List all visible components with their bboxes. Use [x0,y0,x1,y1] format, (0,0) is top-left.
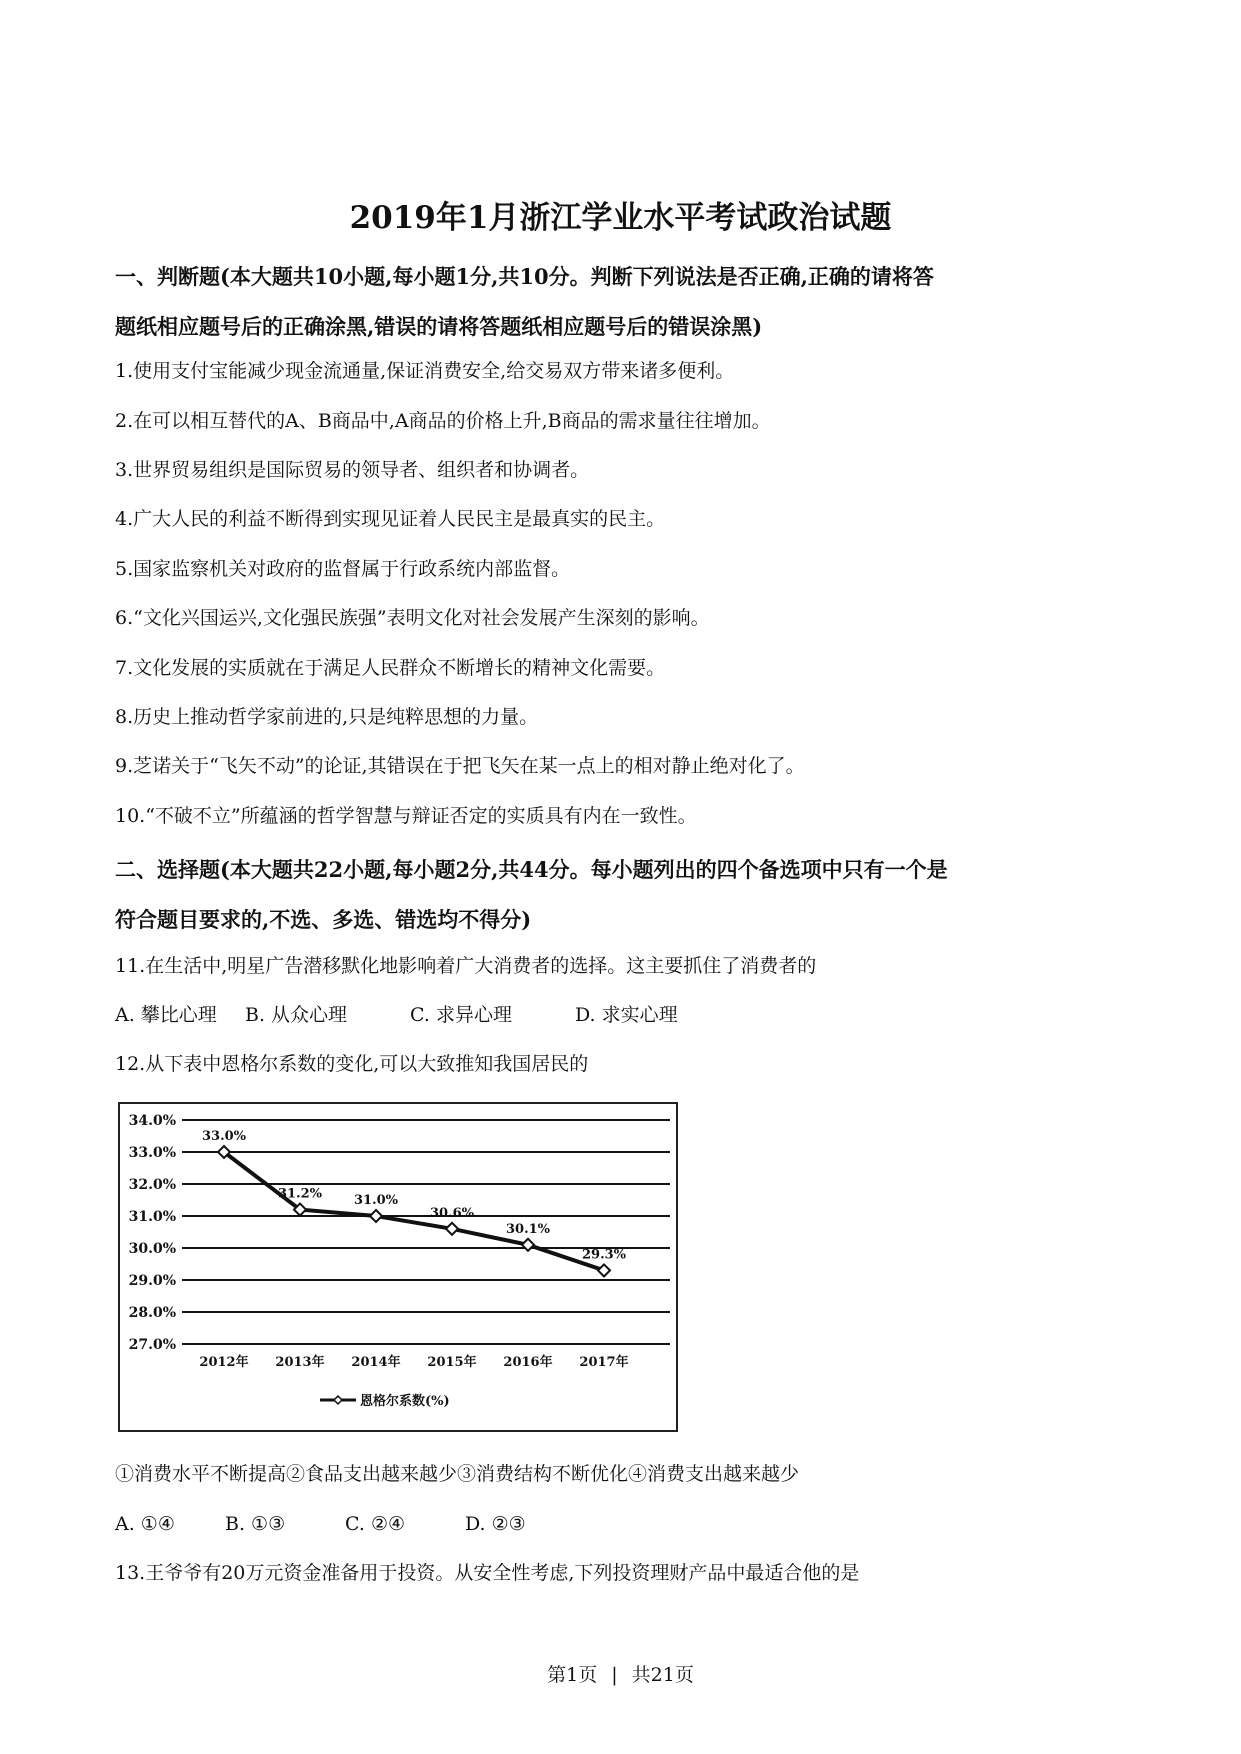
y-tick-label: 28.0% [128,1305,176,1321]
page-footer [0,1660,1241,1687]
footer-separator: | [611,1664,618,1686]
q11-option-b: B. 从众心理 [245,1004,348,1026]
judge-question-7: 7.文化发展的实质就在于满足人民群众不断增长的精神文化需要。 [115,657,666,679]
judge-question-2: 2.在可以相互替代的A、B商品中,A商品的价格上升,B商品的需求量往往增加。 [115,410,771,432]
question-11-options [115,1001,678,1029]
q11-option-a: A. 攀比心理 [115,1004,217,1026]
judge-question-5: 5.国家监察机关对政府的监督属于行政系统内部监督。 [115,558,571,580]
x-tick-label: 2016年 [503,1355,553,1370]
data-label: 30.1% [505,1221,551,1237]
x-tick-label: 2014年 [351,1355,401,1370]
y-tick-label: 30.0% [128,1241,176,1257]
data-label: 31.2% [277,1186,323,1202]
question-13-stem: 13.王爷爷有20万元资金准备用于投资。从安全性考虑,下列投资理财产品中最适合他的是 [115,1562,860,1584]
y-tick-label: 29.0% [128,1273,176,1289]
question-12-options [115,1510,526,1538]
section1-heading-line2: 题纸相应题号后的正确涂黑,错误的请将答题纸相应题号后的错误涂黑) [115,314,763,339]
q12-option-d: D. ②③ [465,1513,526,1535]
x-tick-label: 2013年 [275,1355,325,1370]
data-point-marker [598,1264,610,1276]
x-tick-label: 2017年 [579,1355,629,1370]
section2-heading-line2: 符合题目要求的,不选、多选、错选均不得分) [115,907,532,932]
x-tick-label: 2015年 [427,1355,477,1370]
footer-page-number: 第1页 [547,1664,598,1686]
judge-question-1: 1.使用支付宝能减少现金流通量,保证消费安全,给交易双方带来诸多便利。 [115,360,735,382]
data-label: 31.0% [353,1193,399,1208]
q12-option-a: A. ①④ [115,1513,175,1535]
chart-svg [120,1104,676,1430]
legend-marker [334,1396,342,1404]
q12-option-c: C. ②④ [345,1513,406,1535]
question-12-statements: ①消费水平不断提高②食品支出越来越少③消费结构不断优化④消费支出越来越少 [115,1463,800,1485]
x-tick-label: 2012年 [199,1355,249,1370]
data-label: 29.3% [581,1247,627,1263]
question-12-stem: 12.从下表中恩格尔系数的变化,可以大致推知我国居民的 [115,1053,589,1075]
question-11-stem: 11.在生活中,明星广告潜移默化地影响着广大消费者的选择。这主要抓住了消费者的 [115,955,817,977]
judge-question-8: 8.历史上推动哲学家前进的,只是纯粹思想的力量。 [115,706,539,728]
y-tick-label: 34.0% [128,1113,176,1129]
series-line [224,1152,604,1270]
judge-question-4: 4.广大人民的利益不断得到实现见证着人民民主是最真实的民主。 [115,508,666,530]
section1-heading-line1: 一、判断题(本大题共10小题,每小题1分,共10分。判断下列说法是否正确,正确的请将答 [115,264,934,289]
legend-label: 恩格尔系数(%) [360,1394,450,1409]
q12-option-b: B. ①③ [225,1513,286,1535]
judge-question-10: 10.“不破不立”所蕴涵的哲学智慧与辩证否定的实质具有内在一致性。 [115,805,697,827]
data-point-marker [370,1210,382,1222]
q11-option-c: C. 求异心理 [410,1004,512,1026]
data-label: 33.0% [201,1129,247,1144]
y-tick-label: 33.0% [128,1145,176,1161]
engel-coefficient-chart [118,1102,678,1432]
data-point-marker [446,1223,458,1235]
judge-question-3: 3.世界贸易组织是国际贸易的领导者、组织者和协调者。 [115,459,590,481]
page-title: 2019年1月浙江学业水平考试政治试题 [349,200,892,236]
section2-heading-line1: 二、选择题(本大题共22小题,每小题2分,共44分。每小题列出的四个备选项中只有一个是 [115,857,948,882]
data-label: 30.6% [429,1205,475,1221]
q11-option-d: D. 求实心理 [575,1004,678,1026]
y-tick-label: 31.0% [128,1209,176,1225]
judge-question-6: 6.“文化兴国运兴,文化强民族强”表明文化对社会发展产生深刻的影响。 [115,607,710,629]
footer-total-pages: 共21页 [631,1664,694,1686]
y-tick-label: 32.0% [128,1177,176,1193]
y-tick-label: 27.0% [128,1337,176,1353]
judge-question-9: 9.芝诺关于“飞矢不动”的论证,其错误在于把飞矢在某一点上的相对静止绝对化了。 [115,755,805,777]
